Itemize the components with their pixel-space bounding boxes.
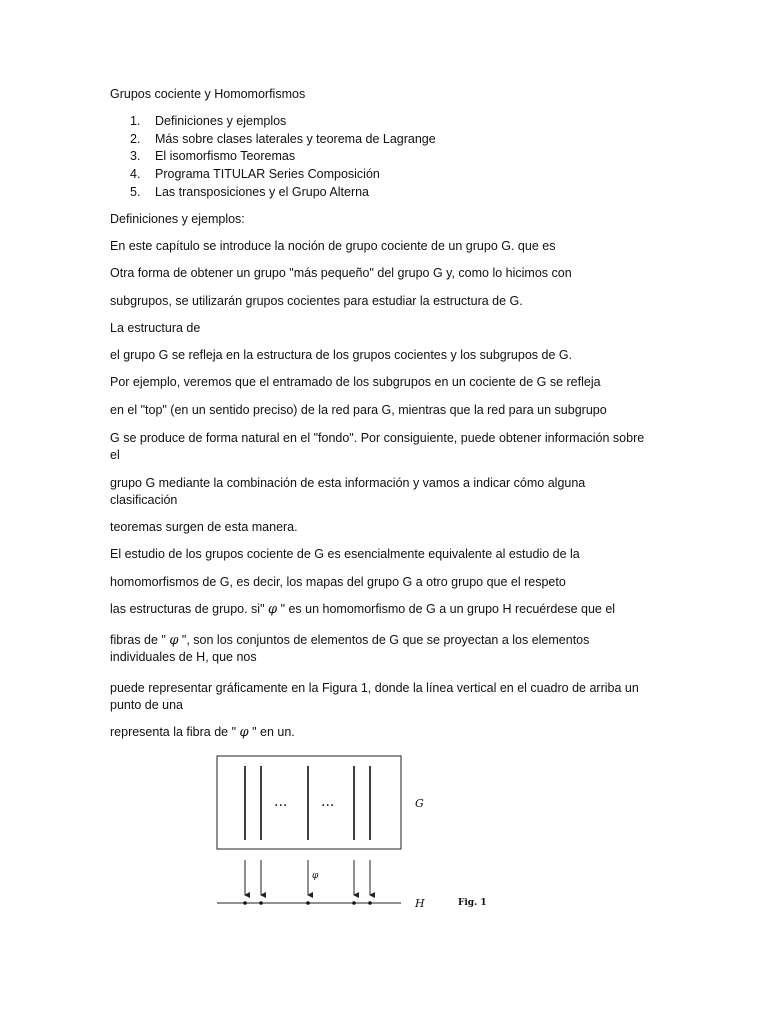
paragraph: Por ejemplo, veremos que el entramado de los subgrupos en un cociente de G se refleja: [110, 375, 601, 389]
group-h-label: H: [415, 897, 425, 910]
paragraph: subgrupos, se utilizarán grupos cocientes para estudiar la estructura de G.: [110, 294, 523, 308]
h-element-point: [243, 901, 247, 905]
toc-list: [130, 113, 436, 202]
paragraph: La estructura de: [110, 321, 201, 335]
paragraph: G se produce de forma natural en el "fondo". Por consiguiente, puede obtener información sobre el: [110, 431, 645, 462]
paragraph: Otra forma de obtener un grupo "más pequeño" del grupo G y, como lo hicimos con: [110, 266, 572, 280]
toc-item: 2. Más sobre clases laterales y teorema de Lagrange: [130, 131, 436, 146]
ellipsis-label: ...: [321, 794, 335, 810]
toc-item: 4. Programa TITULAR Series Composición: [130, 167, 380, 182]
paragraph-phi: representa la fibra de " φ " en un.: [110, 725, 295, 740]
paragraph: homomorfismos de G, es decir, los mapas del grupo G a otro grupo que el respeto: [110, 575, 566, 589]
paragraph: el grupo G se refleja en la estructura de los grupos cocientes y los subgrupos de G.: [110, 348, 573, 362]
paragraph: teoremas surgen de esta manera.: [110, 520, 298, 534]
paragraph: En este capítulo se introduce la noción de grupo cociente de un grupo G. que es: [110, 239, 556, 253]
h-element-point: [368, 901, 372, 905]
group-g-label: G: [415, 797, 424, 810]
paragraph: El estudio de los grupos cociente de G es esencialmente equivalente al estudio de la: [110, 547, 580, 561]
section-heading: Definiciones y ejemplos:: [110, 212, 245, 226]
doc-title: Grupos cociente y Homomorfismos: [110, 87, 306, 101]
phi-map-label: φ: [312, 871, 319, 881]
paragraph-phi: las estructuras de grupo. si" φ " es un homomorfismo de G a un grupo H recuérdese que el: [110, 602, 616, 617]
phi-symbol: φ: [239, 725, 249, 740]
phi-symbol: φ: [267, 602, 278, 617]
h-element-point: [306, 901, 310, 905]
figure-fiber-diagram: [200, 750, 520, 920]
phi-symbol: φ: [169, 633, 179, 648]
ellipsis-label: ...: [274, 794, 288, 810]
toc-item: 5. Las transposiciones y el Grupo Alterna: [130, 184, 370, 199]
paragraph-phi: fibras de " φ ", son los conjuntos de elementos de G que se proyectan a los elementos individuales de H, que nos: [110, 633, 590, 664]
figure-caption: Fig. 1: [458, 898, 487, 908]
h-element-point: [352, 901, 356, 905]
paragraph: en el "top" (en un sentido preciso) de la red para G, mientras que la red para un subgrupo: [110, 403, 607, 417]
paragraph: puede representar gráficamente en la Figura 1, donde la línea vertical en el cuadro de arriba un punto de una: [110, 681, 639, 712]
h-element-point: [259, 901, 263, 905]
toc-item: 3. El isomorfismo Teoremas: [130, 149, 296, 164]
paragraph: grupo G mediante la combinación de esta información y vamos a indicar cómo alguna clasificación: [110, 476, 586, 507]
toc-item: 1. Definiciones y ejemplos: [130, 114, 287, 128]
